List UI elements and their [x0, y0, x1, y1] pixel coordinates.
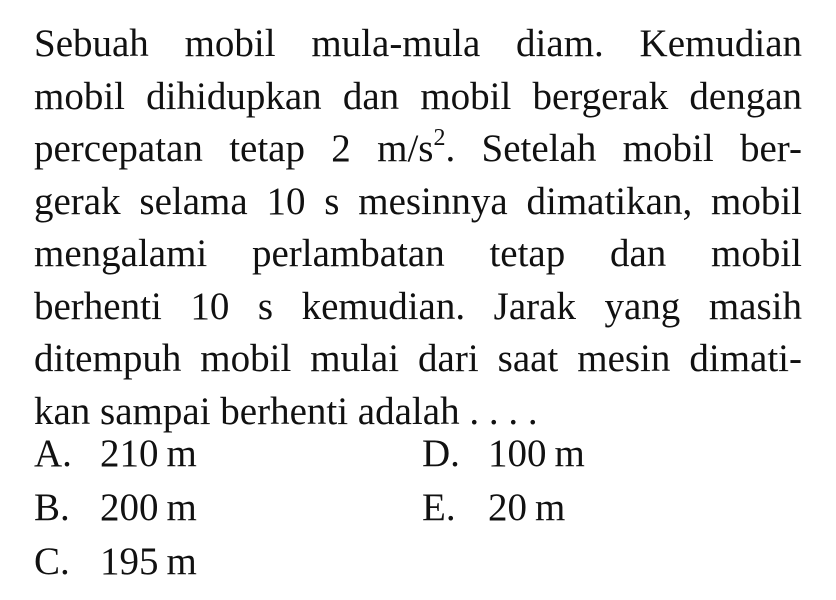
option-unit: m: [554, 432, 585, 475]
option-letter: C.: [34, 540, 70, 583]
option-letter: D.: [422, 432, 460, 475]
exponent: 2: [433, 125, 446, 151]
option-unit: m: [166, 432, 197, 475]
question-line: kan sampai berhenti adalah . . . .: [34, 389, 538, 433]
option-value: 100: [488, 432, 547, 475]
question-line: ditempuh mobil mulai dari saat mesin dimati-: [34, 337, 802, 380]
question-text: [34, 18, 802, 438]
question-line: berhenti 10 s kemudian. Jarak yang masih: [34, 284, 802, 328]
question-line: [34, 123, 802, 176]
option-c[interactable]: [34, 536, 197, 588]
option-e[interactable]: [422, 482, 565, 534]
option-value: 20: [488, 486, 527, 529]
option-unit: m: [166, 486, 197, 529]
question-line-part: . Setelah mobil ber-: [445, 127, 802, 170]
option-value: 195: [100, 540, 159, 583]
question-line-part: percepatan tetap 2 m/s: [34, 127, 434, 170]
question-line: Sebuah mobil mula-mula diam. Kemudian: [34, 22, 802, 65]
option-unit: m: [535, 486, 566, 529]
option-unit: m: [166, 540, 197, 583]
option-d[interactable]: [422, 428, 585, 480]
question-line: gerak selama 10 s mesinnya dimatikan, mobil: [34, 179, 802, 223]
option-letter: E.: [422, 486, 456, 529]
option-b[interactable]: [34, 482, 197, 534]
question-line: mobil dihidupkan dan mobil bergerak dengan: [34, 74, 802, 118]
option-a[interactable]: [34, 428, 197, 480]
option-value: 200: [100, 486, 159, 529]
option-letter: A.: [34, 432, 72, 475]
question-line: mengalami perlambatan tetap dan mobil: [34, 232, 802, 275]
option-letter: B.: [34, 486, 70, 529]
option-value: 210: [100, 432, 159, 475]
